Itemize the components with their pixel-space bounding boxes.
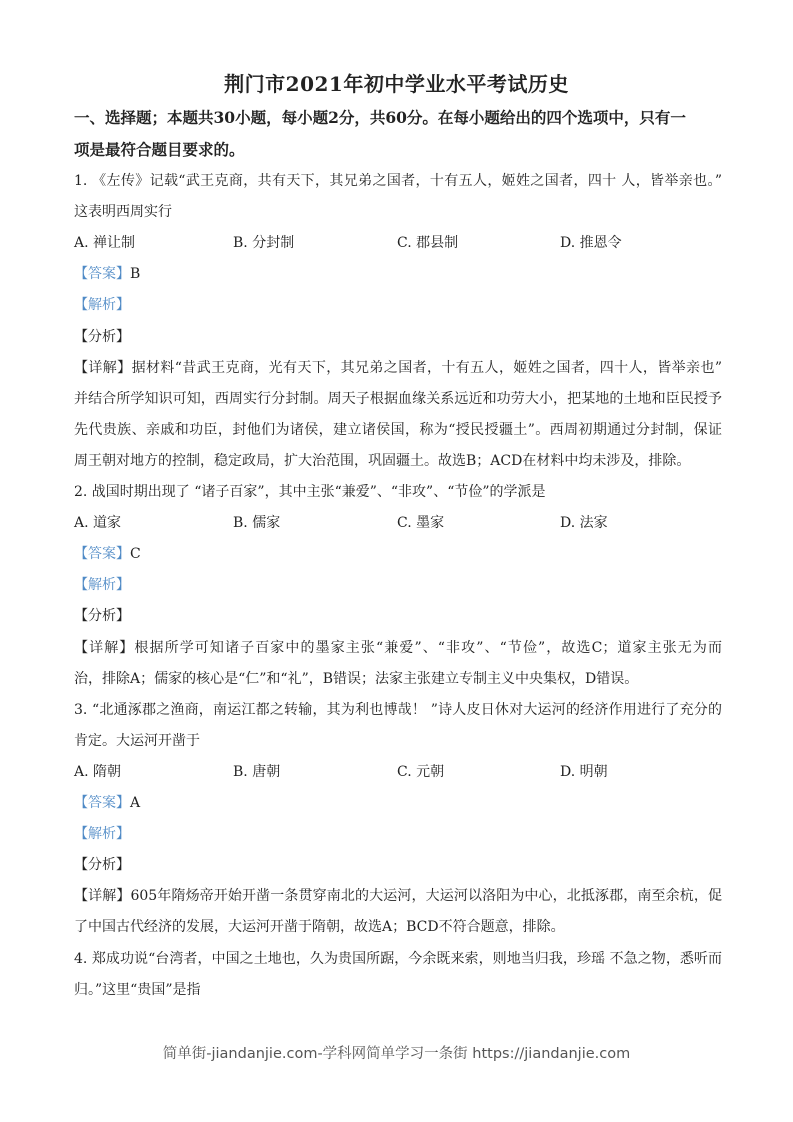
answer-line <box>74 264 722 284</box>
fenxi-label: 【分析】 <box>74 608 130 625</box>
fenxi-line <box>74 327 722 347</box>
option-b[interactable]: B. 分封制 <box>233 235 295 252</box>
option-a[interactable]: A. 禅让制 <box>74 235 136 252</box>
detail-text: 周王朝对地方的控制，稳定政局，扩大治范围，巩固疆土。故选B；ACD在材料中均未涉及，排除。 <box>74 452 691 469</box>
detail-text: 先代贵族、亲戚和功臣，封他们为诸侯，建立诸侯国，称为“授民授疆土”。西周初期通过分封制，保证 <box>74 421 722 438</box>
detail-line <box>74 917 722 937</box>
answer-label: 【答案】 <box>74 266 130 283</box>
detail-label: 【详解】 <box>74 888 131 905</box>
answer-label: 【答案】 <box>74 546 130 563</box>
option-d[interactable]: D. 法家 <box>560 515 608 532</box>
section-heading: 一、选择题；本题共30小题，每小题2分，共60分。在每小题给出的四个选项中，只有一 <box>74 108 686 127</box>
answer-label: 【答案】 <box>74 795 130 811</box>
answer-line <box>74 544 722 564</box>
detail-text: 根据所学可知诸子百家中的墨家主张“兼爱”、“非攻”、“节俭”，故选C；道家主张无为而 <box>134 639 722 656</box>
analysis-line <box>74 575 722 595</box>
section-heading-cont: 项是最符合题目要求的。 <box>74 140 245 159</box>
option-c[interactable]: C. 元朝 <box>397 763 445 780</box>
answer-value: C <box>130 546 141 563</box>
analysis-label: 【解析】 <box>74 577 130 594</box>
analysis-line <box>74 295 722 315</box>
option-a[interactable]: A. 道家 <box>74 515 122 532</box>
option-c[interactable]: C. 郡县制 <box>397 235 459 252</box>
option-c[interactable]: C. 墨家 <box>397 515 445 532</box>
answer-value: B <box>130 266 141 283</box>
page-title: 荆门市2021年初中学业水平考试历史 <box>224 72 569 96</box>
detail-text: 了中国古代经济的发展，大运河开凿于隋朝，故选A；BCD不符合题意，排除。 <box>74 919 565 936</box>
detail-text: 据材料“昔武王克商，光有天下，其兄弟之国者，十有五人，姬姓之国者，四十人，皆举亲也” <box>131 359 722 376</box>
detail-label: 【详解】 <box>74 639 135 656</box>
option-d[interactable]: D. 推恩令 <box>560 235 622 252</box>
option-a[interactable]: A. 隋朝 <box>74 763 122 780</box>
question-stem: 肯定。大运河开凿于 <box>74 732 200 749</box>
detail-line <box>74 358 722 378</box>
detail-text: 605年隋炀帝开始开凿一条贯穿南北的大运河，大运河以洛阳为中心，北抵涿郡，南至余杭，促 <box>130 888 722 905</box>
question-stem: 3. “北通涿郡之渔商，南运江都之转输，其为利也博哉！ ”诗人皮日休对大运河的经济作用进行了充分的 <box>74 701 722 718</box>
detail-line <box>74 420 722 440</box>
option-b[interactable]: B. 唐朝 <box>233 763 281 780</box>
detail-line <box>74 669 722 689</box>
question-stem: 归。”这里“贵国”是指 <box>74 981 201 998</box>
question-stem: 1. 《左传》记载“武王克商，共有天下，其兄弟之国者，十有五人，姬姓之国者，四十 人，皆举亲也。” <box>74 173 722 189</box>
analysis-line <box>74 824 722 844</box>
fenxi-line <box>74 606 722 626</box>
detail-line <box>74 451 722 471</box>
fenxi-line <box>74 855 722 875</box>
fenxi-label: 【分析】 <box>74 328 130 345</box>
footer-watermark: 简单街-jiandanjie.com-学科网简单学习一条街 https://jiandanjie.com <box>162 1046 631 1062</box>
answer-line <box>74 793 722 813</box>
detail-text: 并结合所学知识可知，西周实行分封制。周天子根据血缘关系远近和功劳大小，把某地的土地和臣民授予 <box>74 390 722 407</box>
option-b[interactable]: B. 儒家 <box>233 515 281 532</box>
detail-line <box>74 886 722 906</box>
analysis-label: 【解析】 <box>74 826 130 843</box>
question-stem: 2. 战国时期出现了 “诸子百家”，其中主张“兼爱”、“非攻”、“节俭”的学派是 <box>74 484 546 500</box>
option-d[interactable]: D. 明朝 <box>560 763 608 780</box>
detail-line <box>74 638 722 658</box>
detail-line <box>74 389 722 409</box>
answer-value: A <box>130 795 141 811</box>
detail-label: 【详解】 <box>74 359 132 376</box>
fenxi-label: 【分析】 <box>74 857 130 874</box>
detail-text: 治，排除A；儒家的核心是“仁”和“礼”，B错误；法家主张建立专制主义中央集权，D错误。 <box>74 670 639 687</box>
analysis-label: 【解析】 <box>74 297 130 314</box>
question-stem: 4. 郑成功说“台湾者，中国之土地也，久为贵国所踞，今余既来索，则地当归我，珍瑶 不急之物，悉听而 <box>74 950 722 967</box>
question-stem: 这表明西周实行 <box>74 204 172 221</box>
